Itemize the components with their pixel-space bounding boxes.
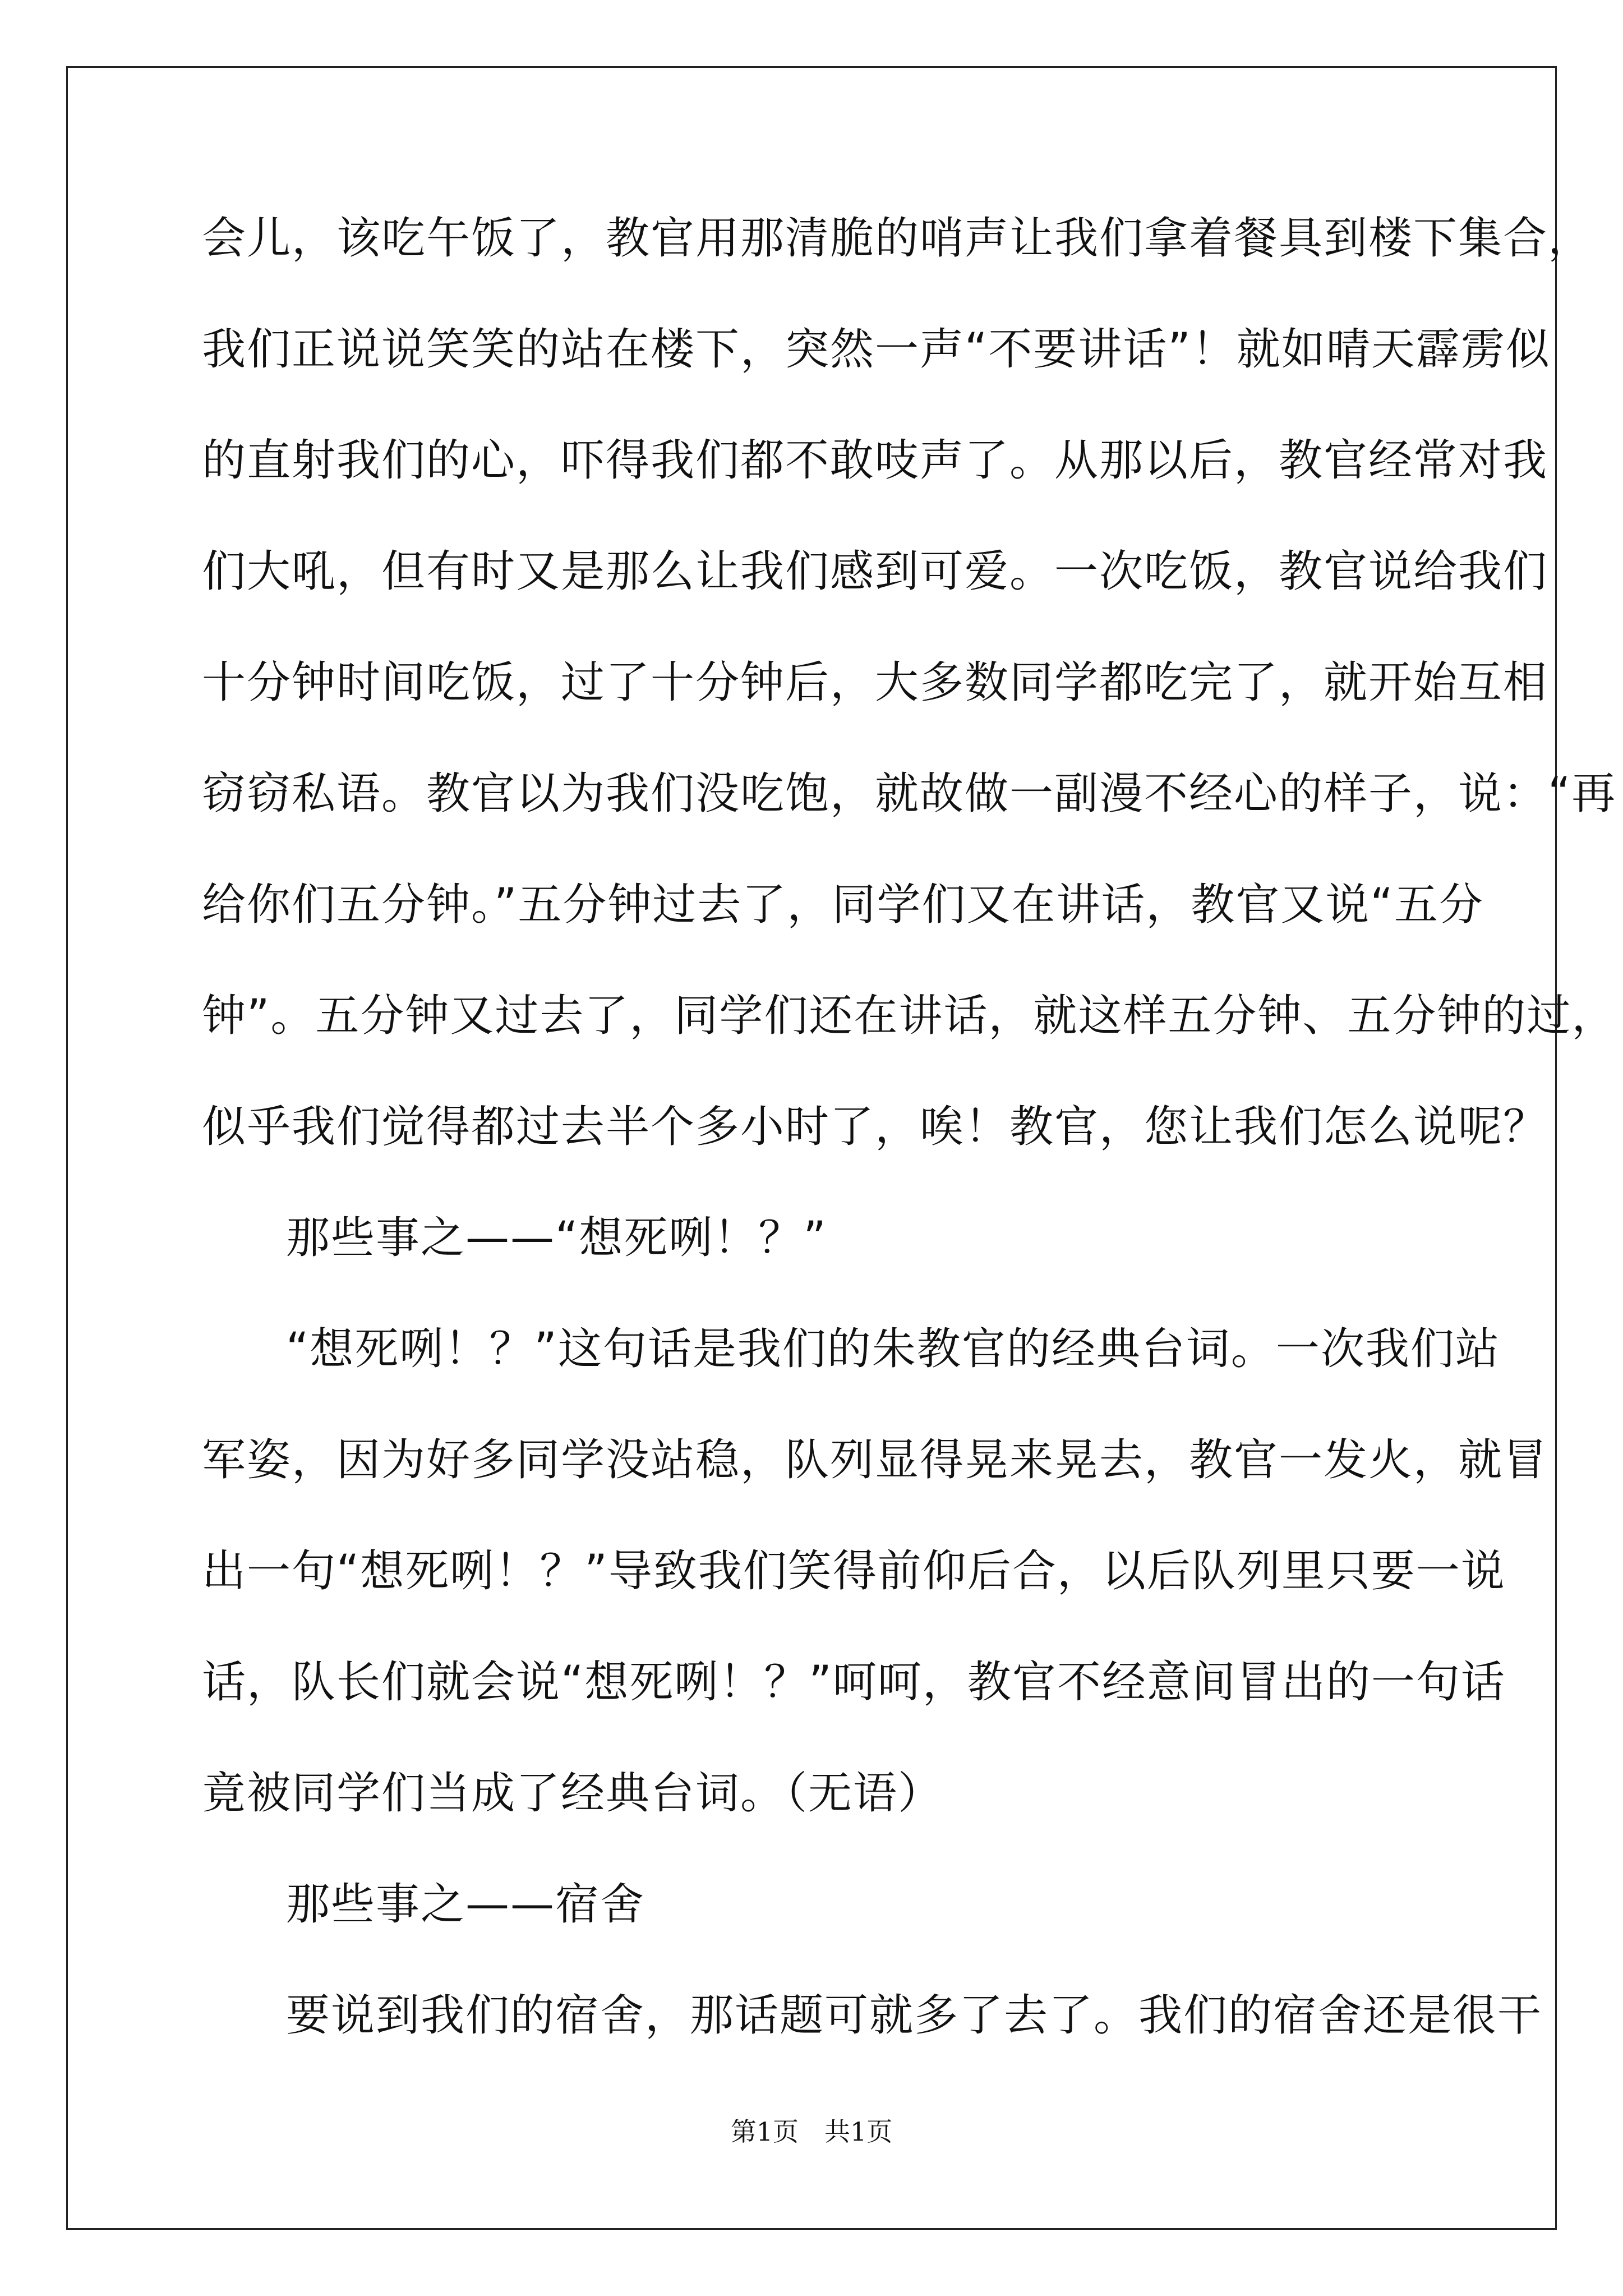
text-line: 似乎我们觉得都过去半个多小时了，唉！教官，您让我们怎么说呢？ <box>202 1102 1548 1152</box>
text-line: 军姿，因为好多同学没站稳，队列显得晃来晃去，教官一发火，就冒 <box>202 1435 1548 1485</box>
document-body <box>202 205 1617 2093</box>
text-line: 十分钟时间吃饭，过了十分钟后，大多数同学都吃完了，就开始互相 <box>202 657 1548 708</box>
text-line: 的直射我们的心，吓得我们都不敢吱声了。从那以后，教官经常对我 <box>202 435 1548 486</box>
text-line: 竟被同学们当成了经典台词。（无语） <box>202 1768 943 1819</box>
text-line: 钟”。五分钟又过去了，同学们还在讲话，就这样五分钟、五分钟的过， <box>202 991 1617 1041</box>
text-line: 我们正说说笑笑的站在楼下，突然一声“不要讲话”！就如晴天霹雳似 <box>202 324 1551 375</box>
section-heading: 那些事之——“想死咧！？” <box>286 1213 827 1263</box>
text-line: 出一句“想死咧！？”导致我们笑得前仰后合，以后队列里只要一说 <box>202 1546 1506 1596</box>
text-line: 们大吼，但有时又是那么让我们感到可爱。一次吃饭，教官说给我们 <box>202 546 1548 597</box>
page-number-footer: 第1页 共1页 <box>730 2116 893 2147</box>
text-line: 会儿，该吃午饭了，教官用那清脆的哨声让我们拿着餐具到楼下集合， <box>202 213 1593 264</box>
text-line: 窃窃私语。教官以为我们没吃饱，就故做一副漫不经心的样子，说：“再 <box>202 769 1617 819</box>
text-line: “想死咧！？”这句话是我们的朱教官的经典台词。一次我们站 <box>286 1324 1500 1374</box>
text-line: 要说到我们的宿舍，那话题可就多了去了。我们的宿舍还是很干 <box>286 1990 1543 2041</box>
text-line: 话，队长们就会说“想死咧！？”呵呵，教官不经意间冒出的一句话 <box>202 1657 1506 1708</box>
section-heading: 那些事之——宿舍 <box>286 1879 645 1930</box>
text-line: 给你们五分钟。”五分钟过去了，同学们又在讲话，教官又说“五分 <box>202 880 1484 930</box>
